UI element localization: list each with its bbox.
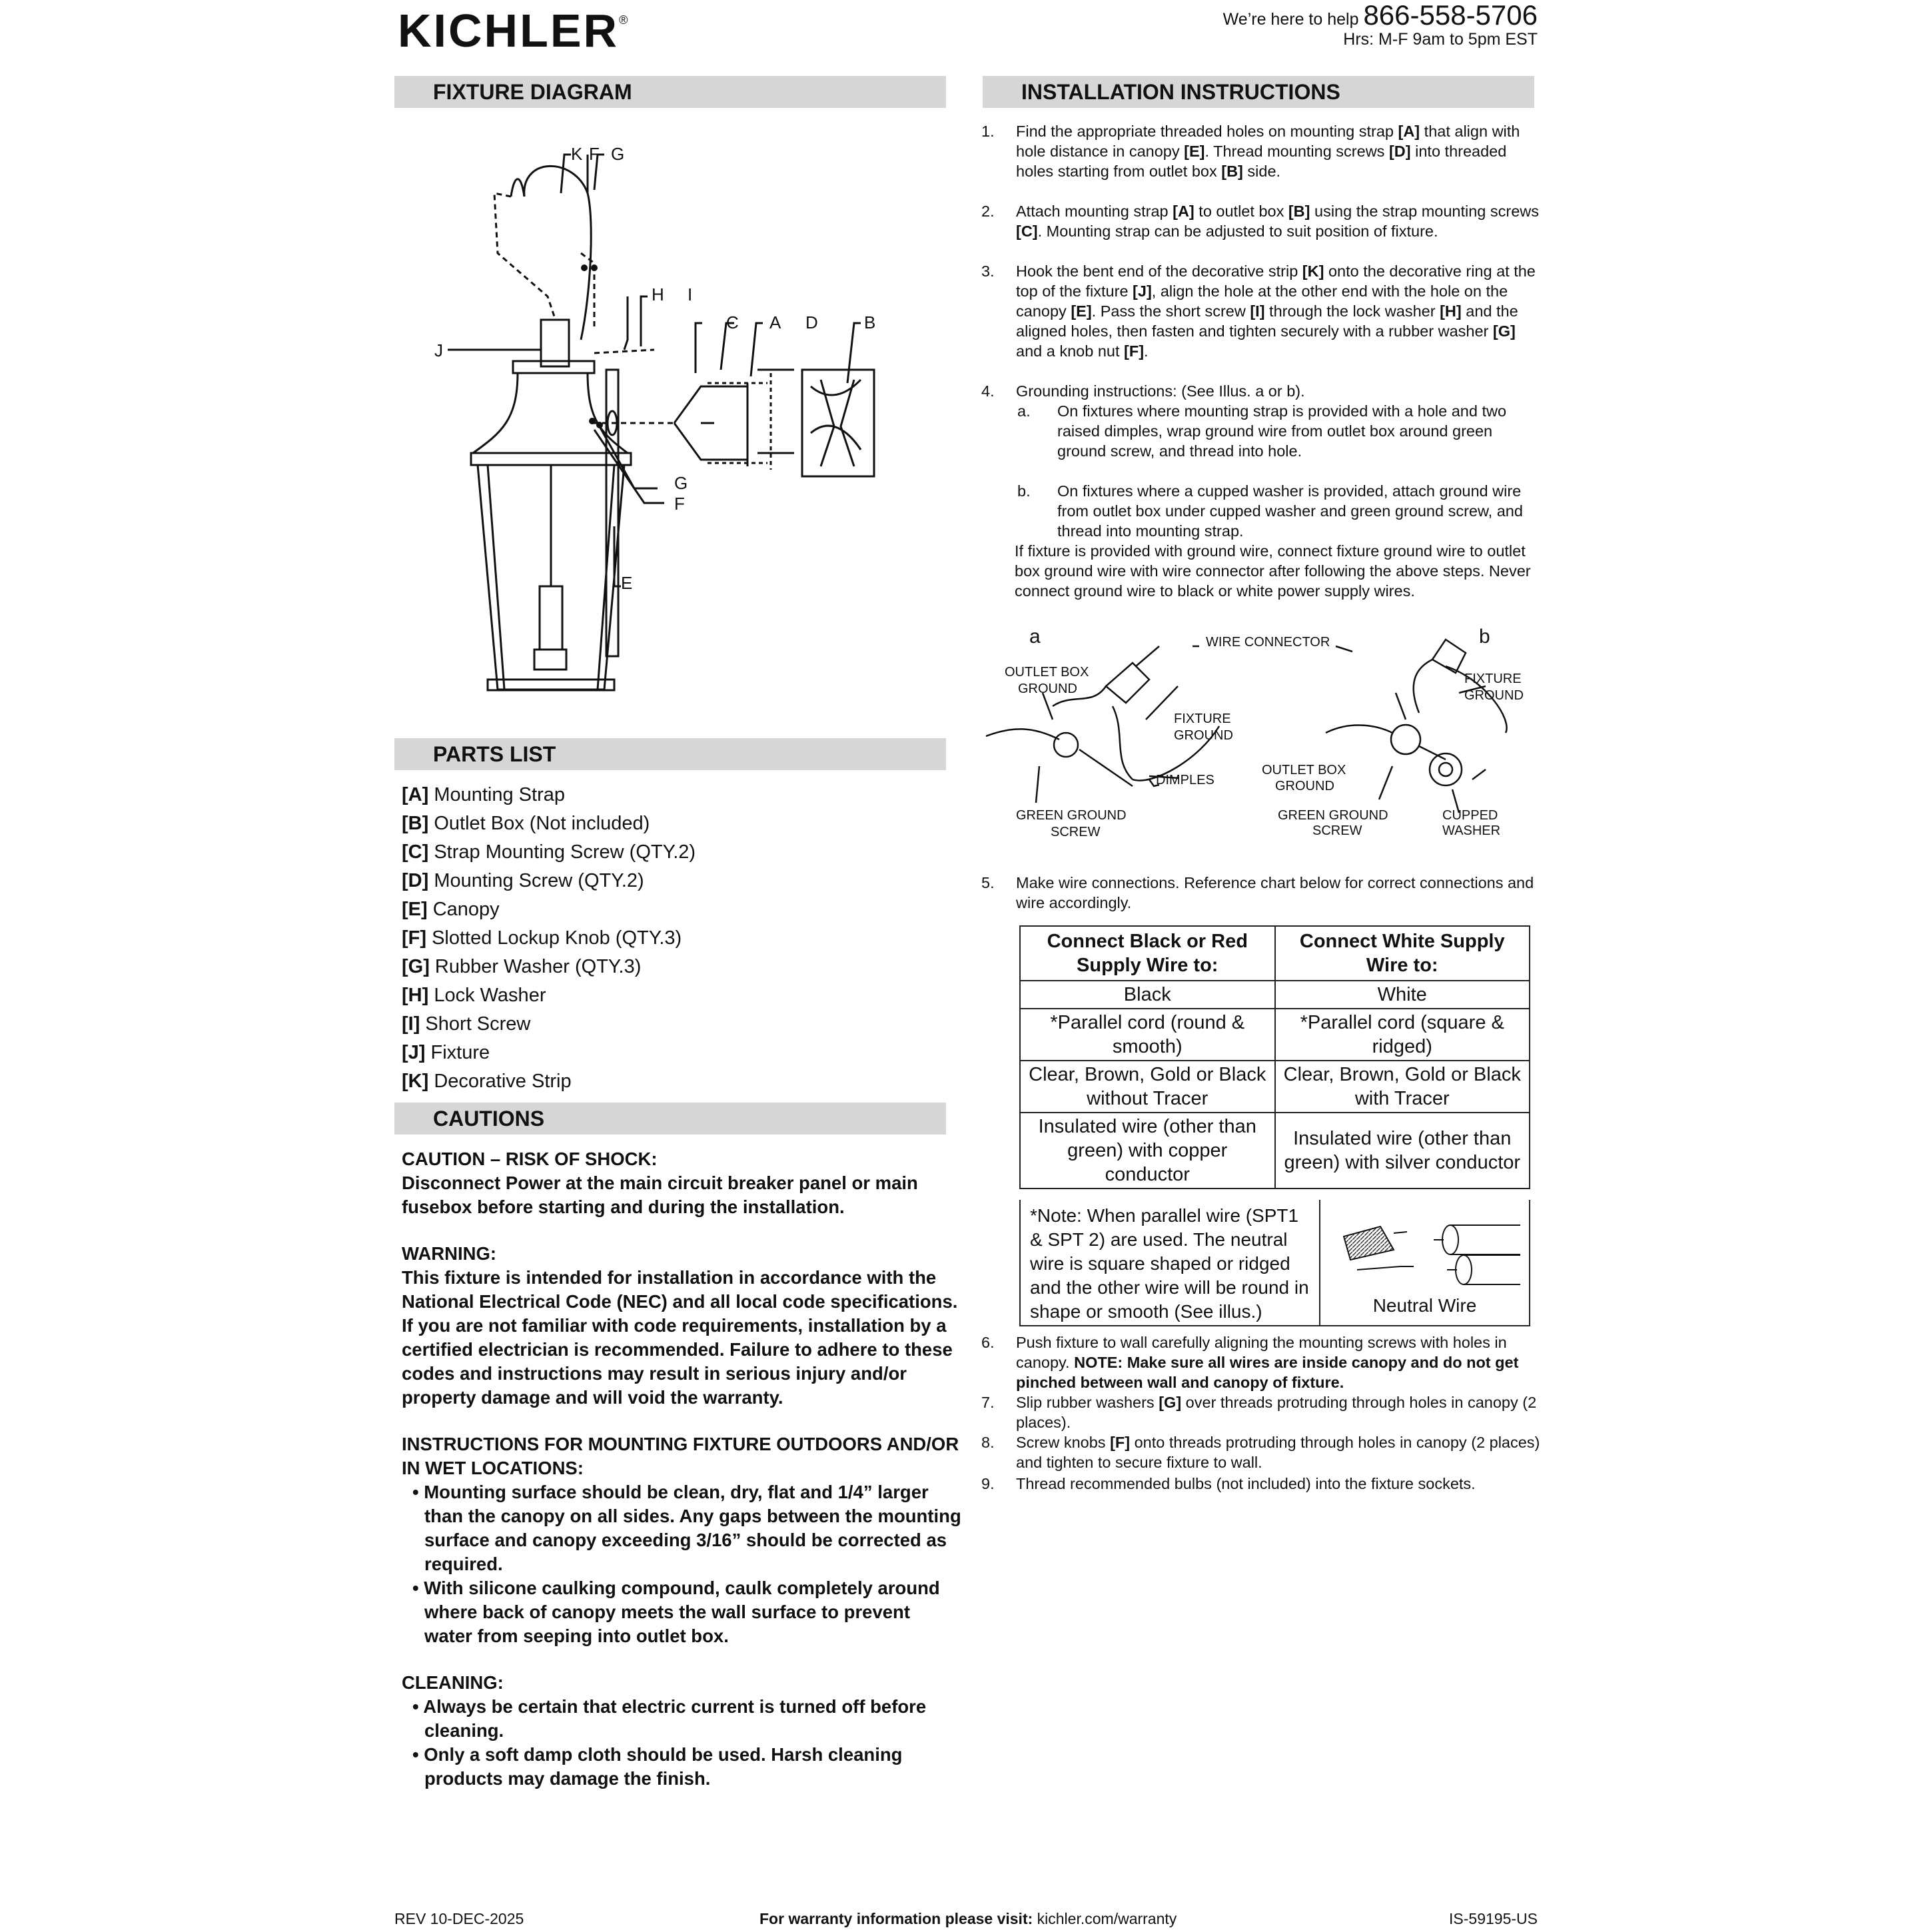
diagram-label-g: G xyxy=(611,144,625,164)
step-4: 4. Grounding instructions: (See Illus. a or b). a. On fixtures where mounting strap is provided with a hole and two raised dimples, wrap ground wire from outlet box around green ground screw, and thread into hole. b. On fixtures where a cupped washer is provided, attach ground wire from outlet box under cupped washer and green ground screw, and thread into mounting strap. If fixture is provided with ground wire, connect fixture ground wire to outlet box ground wire with wire connector after following the above steps. Never connect ground wire to black or white power supply wires. xyxy=(981,382,1531,600)
part-code: [H] xyxy=(402,985,429,1006)
part-code: [J] xyxy=(402,1042,426,1063)
cupped-washer-1: CUPPED xyxy=(1442,808,1498,823)
brand-logo xyxy=(398,4,630,57)
part-name: Mounting Screw (QTY.2) xyxy=(428,870,644,891)
neutral-wire-icon xyxy=(1320,1200,1529,1293)
diagram-label-j: J xyxy=(434,340,443,360)
help-phone[interactable]: 866-558-5706 xyxy=(1363,0,1538,31)
part-code: [D] xyxy=(402,870,429,891)
table-row: Clear, Brown, Gold or Black without Tracer Clear, Brown, Gold or Black with Tracer xyxy=(1020,1061,1530,1113)
caution-warning: WARNING: This fixture is intended for installation in accordance with the National Electrical Code (NEC) and all local code specifications. If you are not familiar with code requirements, installation by a certified electrician is recommended. Failure to adhere to these codes and instructions may result in serious injury and/or property damage and will void the warranty. xyxy=(402,1243,958,1408)
neutral-wire-label: Neutral Wire xyxy=(1372,1295,1477,1316)
table-header-white: Connect White Supply Wire to: xyxy=(1275,926,1530,981)
table-row: Insulated wire (other than green) with copper conductor Insulated wire (other than green) with silver conductor xyxy=(1020,1113,1530,1189)
diagram-label-k: K xyxy=(571,144,583,164)
list-item xyxy=(402,1067,696,1096)
outlet-box-ground-a-2: GROUND xyxy=(1018,682,1077,696)
step-1: 1. Find the appropriate threaded holes on mounting strap [A] that align with hole distance in canopy [E]. Thread mounting screws [D] into threaded holes starting from outlet box [B] side. xyxy=(981,123,1520,180)
fixture-diagram xyxy=(394,120,946,706)
diagram-label-f: F xyxy=(589,144,600,164)
green-ground-screw-a-1: GREEN GROUND xyxy=(1016,808,1127,823)
neutral-wire-illus xyxy=(1319,1200,1530,1326)
grounding-illustration xyxy=(979,626,1546,853)
list-item xyxy=(402,981,696,1010)
section-cautions: CAUTIONS xyxy=(394,1103,946,1135)
footer-rev: REV 10-DEC-2025 xyxy=(394,1910,524,1927)
list-item xyxy=(402,781,696,809)
list-item xyxy=(402,867,696,895)
diagram-label-i: I xyxy=(688,284,693,304)
section-installation: INSTALLATION INSTRUCTIONS xyxy=(983,76,1534,108)
diagram-label-e: E xyxy=(621,573,633,593)
part-name: Strap Mounting Screw (QTY.2) xyxy=(428,841,696,863)
diagram-label-c: C xyxy=(726,312,739,332)
part-code: [F] xyxy=(402,927,427,949)
green-ground-screw-b-2: SCREW xyxy=(1312,823,1362,838)
table-header-black: Connect Black or Red Supply Wire to: xyxy=(1020,926,1275,981)
green-ground-screw-b-1: GREEN GROUND xyxy=(1278,808,1388,823)
outlet-box-ground-b-1: OUTLET BOX xyxy=(1262,763,1346,777)
brand-name: KICHLER xyxy=(398,5,620,57)
part-name: Mounting Strap xyxy=(428,784,565,805)
list-item xyxy=(402,895,696,924)
diagram-label-h: H xyxy=(652,284,664,304)
wire-connector-label: WIRE CONNECTOR xyxy=(1206,635,1330,650)
dimples-label: DIMPLES xyxy=(1156,773,1214,787)
warranty-label: For warranty information please visit: xyxy=(759,1910,1033,1927)
diagram-label-g2: G xyxy=(674,473,688,493)
caution-cleaning: CLEANING: • Always be certain that electric current is turned off before cleaning. • Only a soft damp cloth should be used. Harsh cleaning products may damage the finish. xyxy=(402,1672,927,1789)
table-row: *Parallel cord (round & smooth) *Parallel cord (square & ridged) xyxy=(1020,1009,1530,1061)
help-hours: Hrs: M-F 9am to 5pm EST xyxy=(1343,30,1538,49)
cupped-washer-2: WASHER xyxy=(1442,823,1501,838)
cautions-block xyxy=(402,1147,961,1813)
part-name: Outlet Box (Not included) xyxy=(428,813,650,834)
help-contact xyxy=(1223,0,1538,49)
step-2: 2. Attach mounting strap [A] to outlet box [B] using the strap mounting screws [C]. Mounting strap can be adjusted to suit position of fixture. xyxy=(981,203,1540,240)
section-fixture-diagram: FIXTURE DIAGRAM xyxy=(394,76,946,108)
part-name: Slotted Lockup Knob (QTY.3) xyxy=(426,927,682,949)
list-item xyxy=(402,924,696,953)
part-name: Fixture xyxy=(425,1042,490,1063)
step-9: 9. Thread recommended bulbs (not included) into the fixture sockets. xyxy=(981,1475,1476,1492)
parallel-wire-note: *Note: When parallel wire (SPT1 & SPT 2) are used. The neutral wire is square shaped or ridged and the other wire will be round in shape or smooth (See illus.) xyxy=(1019,1200,1319,1326)
part-name: Canopy xyxy=(427,899,500,920)
footer-warranty xyxy=(759,1910,1177,1928)
outlet-box-ground-b-2: GROUND xyxy=(1275,779,1334,793)
wire-connection-table xyxy=(1019,925,1530,1189)
warranty-link[interactable]: kichler.com/warranty xyxy=(1033,1910,1177,1927)
diagram-label-f2: F xyxy=(674,494,685,514)
illus-b-label: b xyxy=(1479,626,1490,648)
part-code: [G] xyxy=(402,956,430,977)
part-name: Lock Washer xyxy=(428,985,546,1006)
part-code: [C] xyxy=(402,841,429,863)
parts-list xyxy=(402,781,696,1096)
diagram-label-b: B xyxy=(864,312,876,332)
part-code: [B] xyxy=(402,813,429,834)
caution-outdoor: INSTRUCTIONS FOR MOUNTING FIXTURE OUTDOORS AND/OR IN WET LOCATIONS: • Mounting surface should be clean, dry, flat and 1/4” larger than the canopy on all sides. Any gaps between the mounting surface and canopy exceeding 3/16” should be corrected as required. • With silicone caulking compound, caulk completely around where back of canopy meets the wall surface to prevent water from seeping into outlet box. xyxy=(402,1434,961,1646)
list-item xyxy=(402,1010,696,1039)
table-row: Black White xyxy=(1020,981,1530,1009)
part-name: Decorative Strip xyxy=(428,1071,572,1092)
step-5: 5. Make wire connections. Reference chart below for correct connections and wire accordingly. xyxy=(981,874,1534,911)
step-3: 3. Hook the bent end of the decorative strip [K] onto the decorative ring at the top of the fixture [J], align the hole at the other end with the hole on the canopy [E]. Pass the short screw [I] through the lock washer [H] and the aligned holes, then fasten and tighten securely with a rubber washer [G] and a knob nut [F]. xyxy=(981,262,1536,360)
part-name: Rubber Washer (QTY.3) xyxy=(429,956,642,977)
fixture-ground-a-1: FIXTURE xyxy=(1174,712,1231,726)
table-note-box xyxy=(1019,1200,1530,1326)
registered-mark: ® xyxy=(619,13,630,27)
illus-a-label: a xyxy=(1029,626,1041,648)
diagram-label-d: D xyxy=(805,312,818,332)
list-item xyxy=(402,1039,696,1067)
part-code: [K] xyxy=(402,1071,429,1092)
part-code: [E] xyxy=(402,899,428,920)
green-ground-screw-a-2: SCREW xyxy=(1051,825,1101,839)
caution-shock: CAUTION – RISK OF SHOCK: Disconnect Power at the main circuit breaker panel or main fusebox before starting and during the installation. xyxy=(402,1149,918,1217)
part-code: [A] xyxy=(402,784,429,805)
list-item xyxy=(402,838,696,867)
diagram-label-a: A xyxy=(769,312,781,332)
part-name: Short Screw xyxy=(420,1013,531,1035)
list-item xyxy=(402,809,696,838)
step-7: 7. Slip rubber washers [G] over threads protruding through holes in canopy (2 places). xyxy=(981,1394,1537,1431)
fixture-ground-b-1: FIXTURE xyxy=(1464,672,1522,686)
section-parts-list: PARTS LIST xyxy=(394,738,946,770)
help-prefix: We’re here to help xyxy=(1222,10,1364,29)
fixture-ground-a-2: GROUND xyxy=(1174,728,1233,743)
footer-doc-id: IS-59195-US xyxy=(1449,1910,1538,1927)
step-6: 6. Push fixture to wall carefully aligning the mounting screws with holes in canopy. NOTE: Make sure all wires are inside canopy and do not get pinched between wall and canopy of fixture. xyxy=(981,1334,1519,1391)
outlet-box-ground-a-1: OUTLET BOX xyxy=(1005,665,1089,680)
part-code: [I] xyxy=(402,1013,420,1035)
fixture-ground-b-2: GROUND xyxy=(1464,688,1524,703)
list-item xyxy=(402,953,696,981)
step-8: 8. Screw knobs [F] onto threads protruding through holes in canopy (2 places) and tighten to secure fixture to wall. xyxy=(981,1434,1540,1471)
